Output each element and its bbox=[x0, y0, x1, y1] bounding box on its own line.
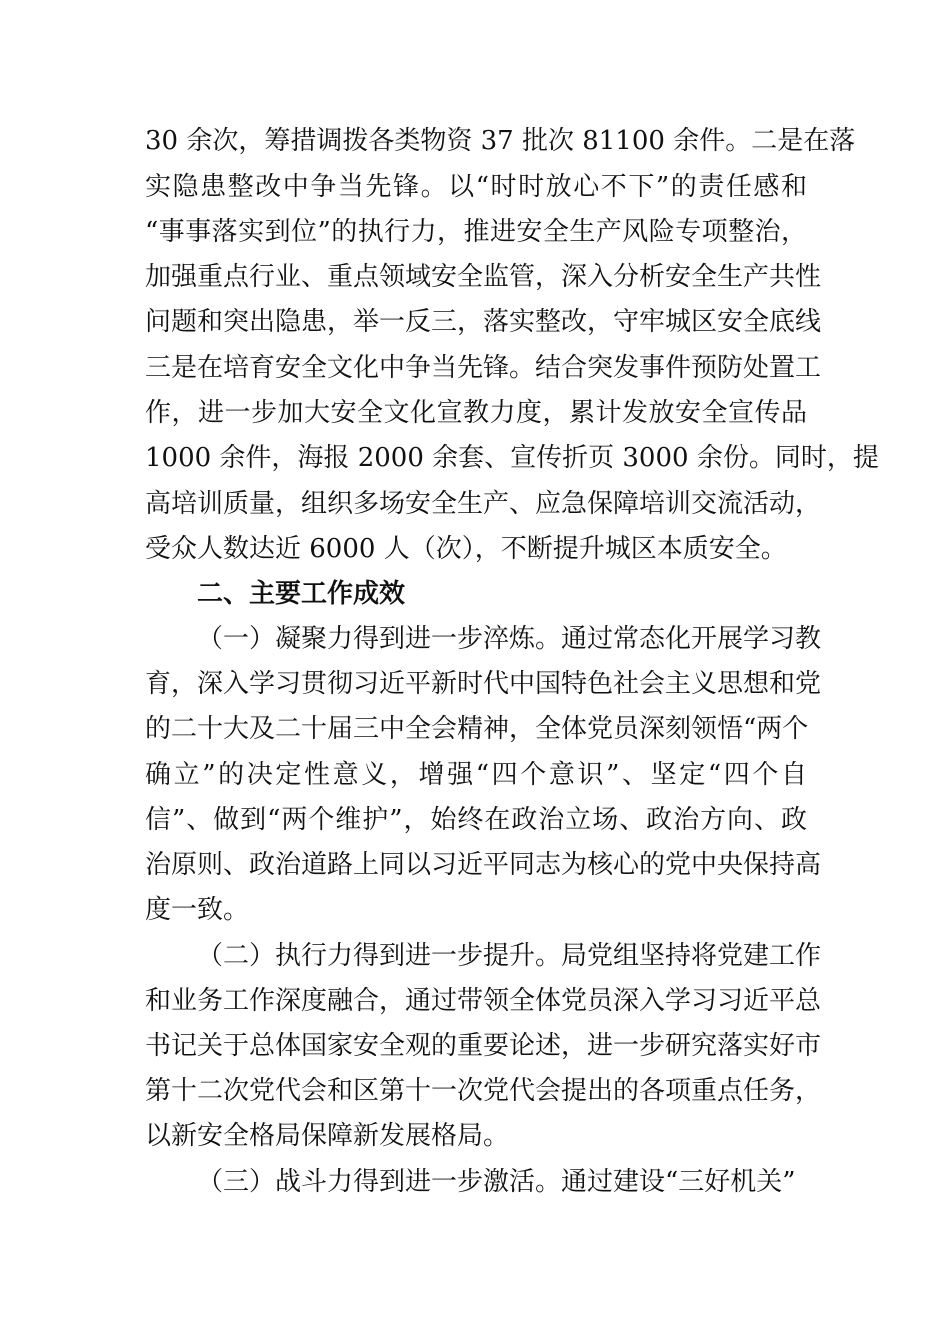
text-line: 治原则、政治道路上同以习近平同志为核心的党中央保持高 bbox=[145, 850, 822, 880]
text-line: “事事落实到位”的执行力，推进安全生产风险专项整治， bbox=[145, 217, 807, 247]
text-line: 度一致。 bbox=[145, 895, 250, 925]
text-line: 书记关于总体国家安全观的重要论述，进一步研究落实好市 bbox=[145, 1031, 822, 1061]
text-line: （三）战斗力得到进一步激活。通过建设“三好机关” bbox=[197, 1167, 796, 1197]
text-line: 的二十大及二十届三中全会精神，全体党员深刻领悟“两个 bbox=[145, 714, 809, 744]
text-line: 和业务工作深度融合，通过带领全体党员深入学习习近平总 bbox=[145, 986, 822, 1016]
section-heading: 二、主要工作成效 bbox=[197, 579, 406, 609]
text-line: 作，进一步加大安全文化宣教力度，累计发放安全宣传品 bbox=[145, 398, 807, 428]
text-line: （一）凝聚力得到进一步淬炼。通过常态化开展学习教 bbox=[197, 624, 822, 654]
text-line: 确立”的决定性意义，增强“四个意识”、坚定“四个自 bbox=[145, 760, 807, 790]
text-line: 实隐患整改中争当先锋。以“时时放心不下”的责任感和 bbox=[145, 172, 807, 202]
text-line: 受众人数达近 6000 人（次），不断提升城区本质安全。 bbox=[145, 534, 787, 564]
text-line: 问题和突出隐患，举一反三，落实整改，守牢城区安全底线 bbox=[145, 307, 822, 337]
text-line: 第十二次党代会和区第十一次党代会提出的各项重点任务， bbox=[145, 1076, 822, 1106]
text-line: 信”、做到“两个维护”，始终在政治立场、政治方向、政 bbox=[145, 805, 807, 835]
text-line: 育，深入学习贯彻习近平新时代中国特色社会主义思想和党 bbox=[145, 669, 822, 699]
text-line: 1000 余件，海报 2000 余套、宣传折页 3000 余份。同时，提 bbox=[145, 443, 879, 473]
text-line: 三是在培育安全文化中争当先锋。结合突发事件预防处置工 bbox=[145, 353, 822, 383]
text-line: （二）执行力得到进一步提升。局党组坚持将党建工作 bbox=[197, 941, 822, 971]
text-line: 以新安全格局保障新发展格局。 bbox=[145, 1121, 510, 1151]
text-line: 加强重点行业、重点领域安全监管，深入分析安全生产共性 bbox=[145, 262, 822, 292]
text-line: 高培训质量，组织多场安全生产、应急保障培训交流活动， bbox=[145, 489, 822, 519]
text-line: 30 余次，筹措调拨各类物资 37 批次 81100 余件。二是在落 bbox=[145, 126, 856, 156]
